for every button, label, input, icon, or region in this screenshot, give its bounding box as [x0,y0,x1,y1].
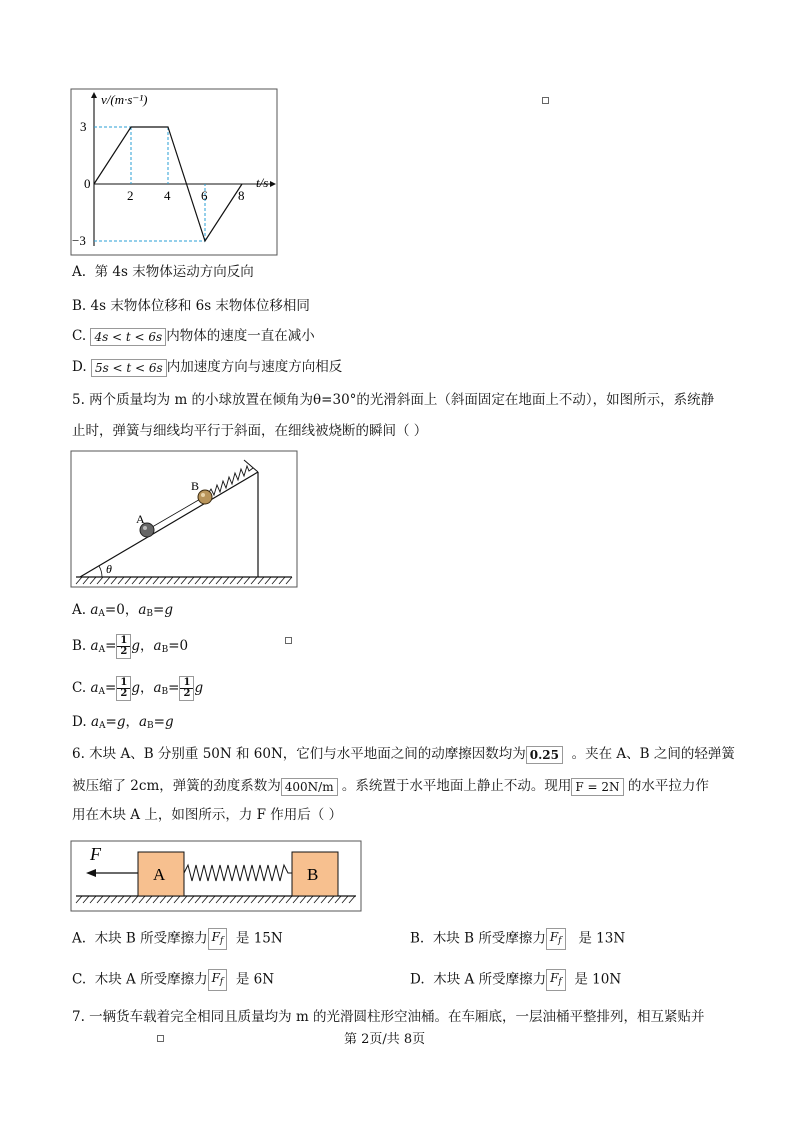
q6-stem-line3: 用在木块 A 上，如图所示，力 F 作用后（ ） [72,807,343,823]
y-tick-label: 3 [80,119,87,134]
friction-symbol-box: $F_f$ [208,928,228,950]
fraction-half: $\frac{1}{2}$ [179,676,194,701]
fraction-half: $\frac{1}{2}$ [116,676,131,701]
x-tick-label: 2 [127,188,134,203]
label-a: A [136,512,145,526]
q6-stem-line1: 6. 木块 A、B 分别重 50N 和 60N，它们与水平地面之间的动摩擦因数均为 0.25 。夹在 A、B 之间的轻弹簧 [72,746,735,762]
q6-option-c: C. 木块 A 所受摩擦力 $F_f$ 是 6N [72,969,274,991]
blocks-spring-figure [70,840,362,914]
q5-option-b: B. $a_A=$ $\frac{1}{2}$ g，$a_B=0$ [72,635,189,657]
q5-option-c: C. $a_A=$ $\frac{1}{2}$ g，$a_B=$ $\frac{1}{2}$ g [72,677,204,699]
friction-symbol-box: $F_f$ [546,928,566,950]
friction-symbol-box: $F_f$ [546,969,566,991]
q5-option-d: D. $a_A=g$，$a_B=g$ [72,714,174,731]
x-axis-label: t/s [256,175,269,190]
block-a-label: A [153,865,166,884]
y-axis-label: v/(m·s⁻¹) [101,92,148,107]
marker-square [157,1035,164,1042]
incline-spring-figure [70,450,298,590]
fraction-half: $\frac{1}{2}$ [116,634,131,659]
block-b-label: B [307,865,319,884]
page-footer: 第 2页/共 8页 [344,1032,426,1047]
q6-option-a: A. 木块 B 所受摩擦力 $F_f$ 是 15N [72,928,283,950]
force-box: F = 2N [571,778,623,796]
q5-stem-line1: 5. 两个质量均为 m 的小球放置在倾角为θ=30°的光滑斜面上（斜面固定在地面上不动），如图所示，系统静 [72,392,715,408]
q4-option-d: D. 5s < t < 6s 内加速度方向与速度方向相反 [72,359,343,375]
label-b: B [191,479,200,493]
x-tick-label: 8 [238,188,245,203]
origin-label: 0 [84,176,91,191]
velocity-time-graph [70,88,278,256]
y-tick-label: −3 [72,233,86,248]
q6-stem-line2: 被压缩了 2cm，弹簧的劲度系数为 400N/m 。系统置于水平地面上静止不动。现用 F = 2N 的水平拉力作 [72,778,709,794]
q5-option-a: A. $a_A=0$，$a_B=g$ [72,602,173,619]
q7-stem-line1: 7. 一辆货车载着完全相同且质量均为 m 的光滑圆柱形空油桶。在车厢底，一层油桶平整排列，相互紧贴并 [72,1009,705,1025]
k-box: 400N/m [281,778,338,796]
time-range-box: 4s < t < 6s [90,328,166,346]
q6-option-d: D. 木块 A 所受摩擦力 $F_f$ 是 10N [410,969,621,991]
label-theta: θ [106,562,112,576]
ball-b [198,490,212,504]
q5-stem-line2: 止时，弹簧与细线均平行于斜面，在细线被烧断的瞬间（ ） [72,423,428,439]
label-force: F [90,844,101,864]
q4-option-a: A. 第 4s 末物体运动方向反向 [72,264,254,280]
marker-square [542,97,549,104]
marker-square [285,637,292,644]
friction-symbol-box: $F_f$ [208,969,228,991]
x-tick-label: 4 [164,188,171,203]
q4-option-b: B. 4s 末物体位移和 6s 末物体位移相同 [72,298,310,314]
time-range-box: 5s < t < 6s [91,359,167,377]
q6-option-b: B. 木块 B 所受摩擦力 $F_f$ 是 13N [410,928,625,950]
x-tick-label: 6 [201,188,208,203]
q4-option-c: C. 4s < t < 6s 内物体的速度一直在减小 [72,328,315,344]
mu-box: 0.25 [526,746,563,764]
